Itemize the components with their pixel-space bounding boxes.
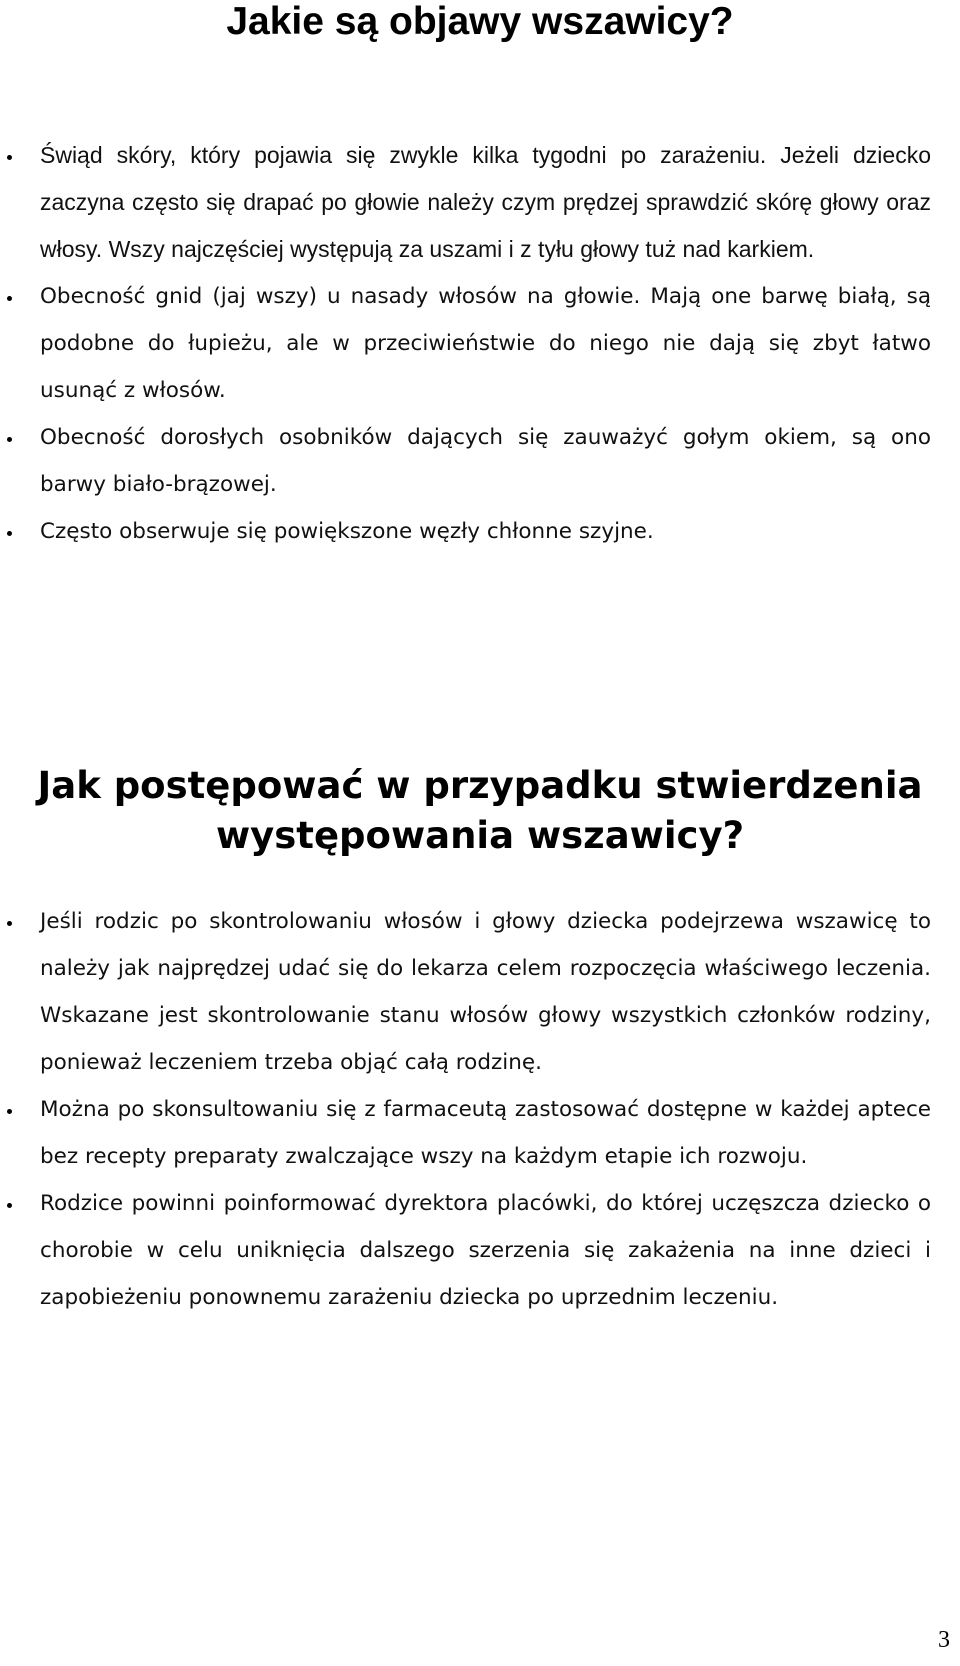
treatment-list: [40, 898, 931, 1321]
list-item: [40, 898, 931, 1086]
list-item: [40, 132, 931, 273]
bullet-icon: [7, 155, 12, 160]
list-item: [40, 508, 931, 555]
bullet-icon: [7, 1203, 12, 1208]
heading-line-1: Jak postępować w przypadku stwierdzenia: [37, 764, 923, 807]
bullet-icon: [7, 531, 12, 536]
list-item-text: Jeśli rodzic po skontrolowaniu włosów i głowy dziecka podejrzewa wszawicę to należy jak najprędzej udać się do lekarza celem rozpoczęcia właściwego leczenia. Wskazane jest skontrolowanie stanu włosów głowy wszystkich członków rodziny, ponieważ leczeniem trzeba objąć całą rodzinę.: [40, 909, 931, 1075]
list-item-text: Świąd skóry, który pojawia się zwykle kilka tygodni po zarażeniu. Jeżeli dziecko zaczyna często się drapać po głowie należy czym prędzej sprawdzić skórę głowy oraz włosy. Wszy najczęściej występują za uszami i z tyłu głowy tuż nad karkiem.: [40, 142, 931, 262]
symptoms-list: [40, 132, 931, 555]
list-item: [40, 1086, 931, 1180]
list-item: [40, 273, 931, 414]
page-number: 3: [938, 1627, 950, 1653]
list-item-text: Można po skonsultowaniu się z farmaceutą zastosować dostępne w każdej aptece bez recepty preparaty zwalczające wszy na każdym etapie ich rozwoju.: [40, 1097, 931, 1169]
list-item-text: Często obserwuje się powiększone węzły chłonne szyjne.: [40, 519, 654, 544]
list-item-text: Rodzice powinni poinformować dyrektora placówki, do której uczęszcza dziecko o chorobie w celu uniknięcia dalszego szerzenia się zakażenia na inne dzieci i zapobieżeniu ponownemu zarażeniu dziecka po uprzednim leczeniu.: [40, 1191, 931, 1310]
bullet-icon: [7, 921, 12, 926]
section-heading-treatment: [0, 761, 960, 861]
list-item-text: Obecność gnid (jaj wszy) u nasady włosów na głowie. Mają one barwę białą, są podobne do łupieżu, ale w przeciwieństwie do niego nie dają się zbyt łatwo usunąć z włosów.: [40, 284, 931, 403]
bullet-icon: [7, 296, 12, 301]
bullet-icon: [7, 437, 12, 442]
section-heading-symptoms: Jakie są objawy wszawicy?: [226, 0, 734, 43]
bullet-icon: [7, 1109, 12, 1114]
list-item: [40, 1180, 931, 1321]
list-item: [40, 414, 931, 508]
list-item-text: Obecność dorosłych osobników dających się zauważyć gołym okiem, są ono barwy biało-brązowej.: [40, 425, 931, 497]
heading-line-2: występowania wszawicy?: [215, 814, 745, 857]
